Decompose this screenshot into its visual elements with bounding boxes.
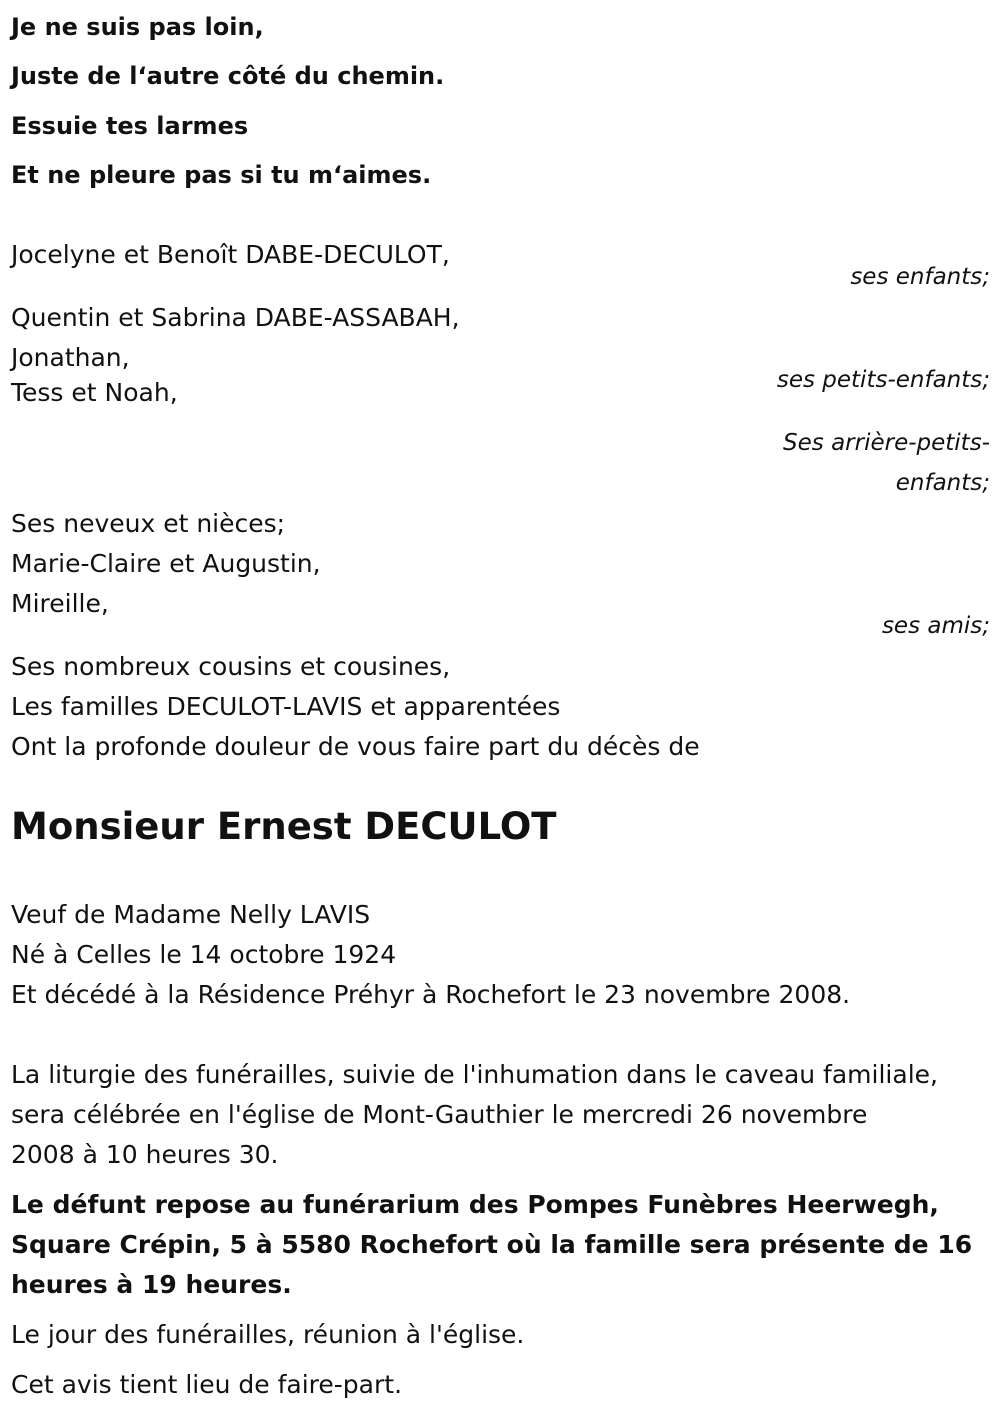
liturgy-line-1: La liturgie des funérailles, suivie de l'inhumation dans le caveau familiale,	[11, 1060, 938, 1089]
repose-line-2: Square Crépin, 5 à 5580 Rochefort où la famille sera présente de 16	[11, 1230, 973, 1259]
grandchildren-line-2: Jonathan,	[11, 343, 130, 372]
poem-line-3: Essuie tes larmes	[11, 112, 249, 140]
announcement-line: Ont la profonde douleur de vous faire part du décès de	[11, 732, 700, 761]
great-grandchildren-relation-1: Ses arrière-petits-	[783, 430, 990, 456]
liturgy-line-3: 2008 à 10 heures 30.	[11, 1140, 279, 1169]
grandchildren-relation: ses petits-enfants;	[776, 367, 990, 393]
grandchildren-line-1: Quentin et Sabrina DABE-ASSABAH,	[11, 303, 460, 332]
repose-line-1: Le défunt repose au funérarium des Pompes Funèbres Heerwegh,	[11, 1190, 939, 1219]
born-line: Né à Celles le 14 octobre 1924	[11, 940, 397, 969]
children-relation: ses enfants;	[850, 264, 990, 290]
repose-line-3: heures à 19 heures.	[11, 1270, 292, 1299]
widower-line: Veuf de Madame Nelly LAVIS	[11, 900, 371, 929]
nephews-line: Ses neveux et nièces;	[11, 509, 286, 538]
deceased-name: Monsieur Ernest DECULOT	[11, 805, 557, 848]
notice-line: Cet avis tient lieu de faire-part.	[11, 1370, 403, 1399]
liturgy-line-2: sera célébrée en l'église de Mont-Gauthier le mercredi 26 novembre	[11, 1100, 868, 1129]
great-grandchildren-names: Tess et Noah,	[11, 378, 178, 407]
families-line: Les familles DECULOT-LAVIS et apparentées	[11, 692, 561, 721]
friends-relation: ses amis;	[881, 613, 990, 639]
poem-line-2: Juste de l‘autre côté du chemin.	[11, 62, 445, 90]
poem-line-4: Et ne pleure pas si tu m‘aimes.	[11, 161, 432, 189]
died-line: Et décédé à la Résidence Préhyr à Rochefort le 23 novembre 2008.	[11, 980, 851, 1009]
poem-line-1: Je ne suis pas loin,	[11, 13, 264, 41]
friends-line-1: Marie-Claire et Augustin,	[11, 549, 321, 578]
cousins-line: Ses nombreux cousins et cousines,	[11, 652, 451, 681]
friends-line-2: Mireille,	[11, 589, 109, 618]
children-names: Jocelyne et Benoît DABE-DECULOT,	[11, 240, 450, 269]
great-grandchildren-relation-2: enfants;	[895, 470, 990, 496]
meeting-line: Le jour des funérailles, réunion à l'église.	[11, 1320, 525, 1349]
